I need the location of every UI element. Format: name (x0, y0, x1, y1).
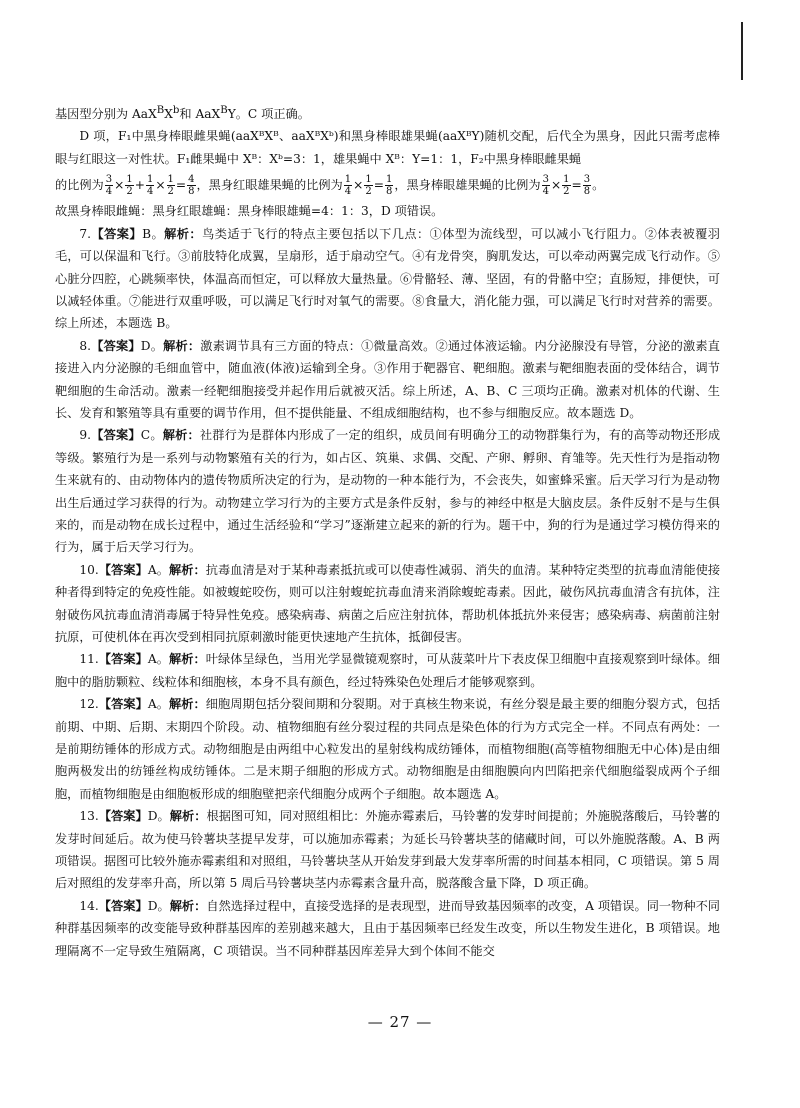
margin-rule (741, 22, 743, 80)
fraction: $\frac{1}{8}$ (385, 174, 393, 198)
option-d-conclusion: 故黑身棒眼雌蝇：黑身红眼雄蝇：黑身棒眼雄蝇=4：1：3，D 项错误。 (55, 204, 444, 219)
fraction: $\frac{4}{8}$ (188, 174, 195, 198)
answer-11: 11.【答案】A。解析：叶绿体呈绿色，当用光学显微镜观察时，可从菠菜叶片下表皮保卫细胞中直接观察到叶绿体。细胞中的脂肪颗粒、线粒体和细胞核，本身不具有颜色，经过特殊染色处理后才能够观察到。 (55, 652, 721, 689)
answer-7: 7.【答案】B。解析：鸟类适于飞行的特点主要包括以下几点：①体型为流线型，可以减小飞行阻力。②体表被覆羽毛，可以保温和飞行。③前肢特化成翼，呈扇形，适于扇动空气。④有龙骨突，胸肌发达，可以牵动两翼完成飞行动作。⑤心脏分四腔，心跳频率快，体温高而恒定，可以释放大量热量。⑥骨骼轻、薄、坚固，有的骨骼中空；直肠短，排便快，可以减轻体重。⑦能进行双重呼吸，可以满足飞行时对氧气的需要。⑧食量大，消化能力强，可以满足飞行时对营养的需要。综上所述，本题选 B。 (55, 226, 720, 331)
fraction: $\frac{3}{4}$ (542, 174, 549, 198)
answer-13: 13.【答案】D。解析：根据图可知，同对照组相比：外施赤霉素后，马铃薯的发芽时间提前；外施脱落酸后，马铃薯的发芽时间延后。故为使马铃薯块茎提早发芽，可以施加赤霉素；为延长马铃薯块茎的储藏时间，可以外施脱落酸。A、B 两项错误。据图可比较外施赤霉素组和对照组，马铃薯块茎从开始发芽到最大发芽率所需的时间基本相同，C 项错误。第 5 周后对照组的发芽率升高，所以第 5 周后马铃薯块茎内赤霉素含量升高，脱落酸含量下降，D 项正确。 (55, 809, 721, 891)
fraction: $\frac{1}{4}$ (344, 174, 352, 198)
fraction: $\frac{3}{8}$ (583, 174, 591, 198)
answer-10: 10.【答案】A。解析：抗毒血清是对于某种毒素抵抗或可以使毒性减弱、消失的血清。某种特定类型的抗毒血清能使接种者得到特定的免疫性能。如被蝮蛇咬伤，则可以注射蝮蛇抗毒血清来消除蝮蛇毒素。因此，破伤风抗毒血清含有抗体，注射破伤风抗毒血清消毒属于特异性免疫。感染病毒、病菌之后应注射抗体，帮助机体抵抗外来侵害；感染病毒、病菌前注射抗原，可使机体在再次受到相同抗原刺激时能更快速地产生抗体，抵御侵害。 (55, 562, 721, 644)
fraction: $\frac{1}{4}$ (146, 174, 154, 198)
answer-12: 12.【答案】A。解析：细胞周期包括分裂间期和分裂期。对于真核生物来说，有丝分裂是最主要的细胞分裂方式，包括前期、中期、后期、末期四个阶段。动、植物细胞有丝分裂过程的共同点是染色体的行为方式完全一样。不同点有两处：一是前期纺锤体的形成方式。动物细胞是由两组中心粒发出的星射线构成纺锤体，而植物细胞(高等植物细胞无中心体)是由细胞两极发出的纺锤丝构成纺锤体。二是末期子细胞的形成方式。动物细胞是由细胞膜向内凹陷把亲代细胞缢裂成两个子细胞，而植物细胞是由细胞板形成的细胞壁把亲代细胞分成两个子细胞。故本题选 A。 (55, 697, 721, 801)
answer-9: 9.【答案】C。解析：社群行为是群体内形成了一定的组织，成员间有明确分工的动物群集行为，有的高等动物还形成等级。繁殖行为是一系列与动物繁殖有关的行为，如占区、筑巢、求偶、交配、产卵、孵卵、育雏等。先天性行为是指动物生来就有的、由动物体内的遗传物质所决定的行为，是动物的一种本能行为，不会丧失，如蜜蜂采蜜。后天学习行为是动物出生后通过学习获得的行为。动物建立学习行为的主要方式是条件反射，参与的神经中枢是大脑皮层。条件反射不是与生俱来的，而是动物在成长过程中，通过生活经验和“学习”逐渐建立起来的新的行为。题干中，狗的行为是通过学习模仿得来的行为，属于后天学习行为。 (55, 428, 721, 555)
page-content (55, 100, 720, 962)
fraction: $\frac{1}{2}$ (563, 174, 570, 198)
fraction: $\frac{1}{2}$ (167, 174, 174, 198)
answer-8: 8.【答案】D。解析：激素调节具有三方面的特点：①微量高效。②通过体液运输。内分泌腺没有导管，分泌的激素直接进入内分泌腺的毛细血管中，随血液(体液)运输到全身。③作用于靶器官、靶细胞。激素与靶细胞表面的受体结合，调节靶细胞的生命活动。激素一经靶细胞接受并起作用后就被灭活。综上所述，A、B、C 三项均正确。激素对机体的代谢、生长、发育和繁殖等具有重要的调节作用，但不提供能量、不组成细胞结构，也不参与细胞反应。故本题选 D。 (55, 338, 720, 420)
intro-line: 基因型分别为 $AaX^BX^b$和 AaX$^B$Y。C 项正确。 (55, 105, 310, 122)
answer-14: 14.【答案】D。解析：自然选择过程中，直接受选择的是表现型，进而导致基因频率的改变，A 项错误。同一物种不同种群基因频率的改变能导致种群基因库的差别越来越大，且由于基因频率已经发生改变，所以生物发生进化，B 项错误。地理隔离不一定导致生殖隔离，C 项错误。当不同种群基因库差异大到个体间不能交 (55, 898, 720, 958)
fraction: $\frac{1}{2}$ (126, 174, 133, 198)
ratio-formula-line: 的比例为 $\frac{3}{4}$ × $\frac{1}{2}$ + $\frac{1}{4}$ × $\frac{1}{2}$ = $\frac{4}{8}$ ，黑身红眼雄果蝇的比例为 $\frac{1}{4}$ × $\frac{1}{2}$ = $\frac{1}{8}$ ，黑身棒眼雄果蝇的比例为 $\frac{3}{4}$ × $\frac{1}{2}$ = $\frac{3}{8}$ 。 (55, 174, 605, 198)
fraction: $\frac{3}{4}$ (105, 174, 113, 198)
fraction: $\frac{1}{2}$ (365, 174, 372, 198)
option-d-paragraph: D 项，F₁中黑身棒眼雌果蝇(aaXᴮXᴮ、aaXᴮXᵇ)和黑身棒眼雄果蝇(aaXᴮY)随机交配，后代全为黑身，因此只需考虑棒眼与红眼这一对性状。F₁雌果蝇中 Xᴮ：Xᵇ=3：1，雄果蝇中 Xᴮ：Y=1：1，F₂中黑身棒眼雌果蝇 (55, 129, 720, 166)
page-number: — 27 — (367, 1013, 433, 1031)
